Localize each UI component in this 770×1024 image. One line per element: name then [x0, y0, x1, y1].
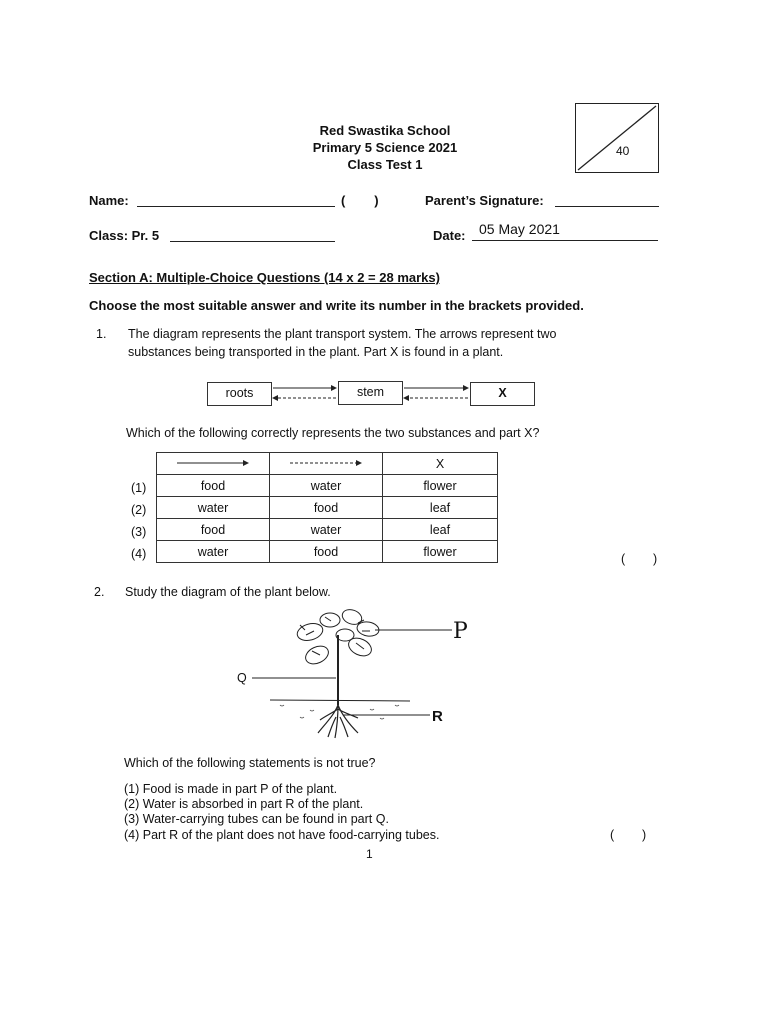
section-instruction: Choose the most suitable answer and write its number in the brackets provided. — [89, 298, 584, 313]
date-value: 05 May 2021 — [479, 221, 560, 237]
option-1-col-c: flower — [383, 475, 498, 497]
option-3-col-b: water — [270, 519, 383, 541]
date-label: Date: — [433, 228, 466, 243]
option-4-number: (4) — [131, 547, 147, 561]
subject-title: Primary 5 Science 2021 — [312, 140, 458, 155]
q2-question: Which of the following statements is not true? — [124, 756, 376, 770]
test-title: Class Test 1 — [347, 157, 423, 172]
option-4-col-a: water — [157, 541, 270, 563]
q1-text-line1: The diagram represents the plant transport system. The arrows represent two — [128, 327, 557, 341]
plant-diagram — [240, 605, 480, 740]
section-title: Section A: Multiple-Choice Questions (14 x 2 = 28 marks) — [89, 270, 440, 285]
option-2-col-a: water — [157, 497, 270, 519]
diagram-box-x: X — [470, 382, 535, 406]
page-number: 1 — [366, 847, 373, 861]
table-row — [157, 519, 498, 541]
option-1-col-b: water — [270, 475, 383, 497]
q2-option-4: (4) Part R of the plant does not have food-carrying tubes. — [124, 828, 440, 842]
q1-number: 1. — [96, 327, 107, 341]
date-field[interactable] — [472, 240, 658, 241]
q2-intro: Study the diagram of the plant below. — [125, 585, 331, 599]
label-r: R — [432, 708, 443, 725]
table-row — [157, 541, 498, 563]
parent-signature-field[interactable] — [555, 206, 659, 207]
q1-answer-bracket[interactable]: ( ) — [621, 552, 658, 566]
option-3-col-c: leaf — [383, 519, 498, 541]
register-number-brackets: ( ) — [341, 193, 379, 208]
score-box — [575, 103, 659, 173]
option-1-number: (1) — [131, 481, 147, 495]
label-q: Q — [237, 671, 247, 685]
q2-option-1: (1) Food is made in part P of the plant. — [124, 782, 338, 796]
header-part-x: X — [383, 453, 498, 475]
table-row — [157, 475, 498, 497]
score-diagonal — [576, 104, 658, 172]
q1-options-table — [156, 452, 498, 563]
transport-arrows — [270, 380, 475, 410]
option-1-col-a: food — [157, 475, 270, 497]
option-2-number: (2) — [131, 503, 147, 517]
parent-signature-label: Parent’s Signature: — [425, 193, 544, 208]
q2-number: 2. — [94, 585, 105, 599]
q2-option-2: (2) Water is absorbed in part R of the plant. — [124, 797, 364, 811]
q2-option-3: (3) Water-carrying tubes can be found in part Q. — [124, 812, 389, 826]
q1-text-line2: substances being transported in the plant. Part X is found in a plant. — [128, 345, 504, 359]
option-2-col-b: food — [270, 497, 383, 519]
q1-question: Which of the following correctly represents the two substances and part X? — [126, 426, 540, 440]
name-label: Name: — [89, 193, 129, 208]
header-solid-arrow — [157, 453, 270, 475]
option-3-col-a: food — [157, 519, 270, 541]
diagram-box-roots: roots — [207, 382, 272, 406]
class-field[interactable] — [170, 241, 335, 242]
school-name: Red Swastika School — [319, 123, 451, 138]
name-field[interactable] — [137, 206, 335, 207]
label-p: P — [453, 619, 468, 644]
total-score: 40 — [616, 144, 630, 158]
option-4-col-b: food — [270, 541, 383, 563]
table-header-row — [157, 453, 498, 475]
diagram-box-stem: stem — [338, 381, 403, 405]
header-dashed-arrow — [270, 453, 383, 475]
table-row — [157, 497, 498, 519]
q2-answer-bracket[interactable]: ( ) — [610, 828, 647, 842]
class-label: Class: Pr. 5 — [89, 228, 160, 243]
option-4-col-c: flower — [383, 541, 498, 563]
option-2-col-c: leaf — [383, 497, 498, 519]
option-3-number: (3) — [131, 525, 147, 539]
